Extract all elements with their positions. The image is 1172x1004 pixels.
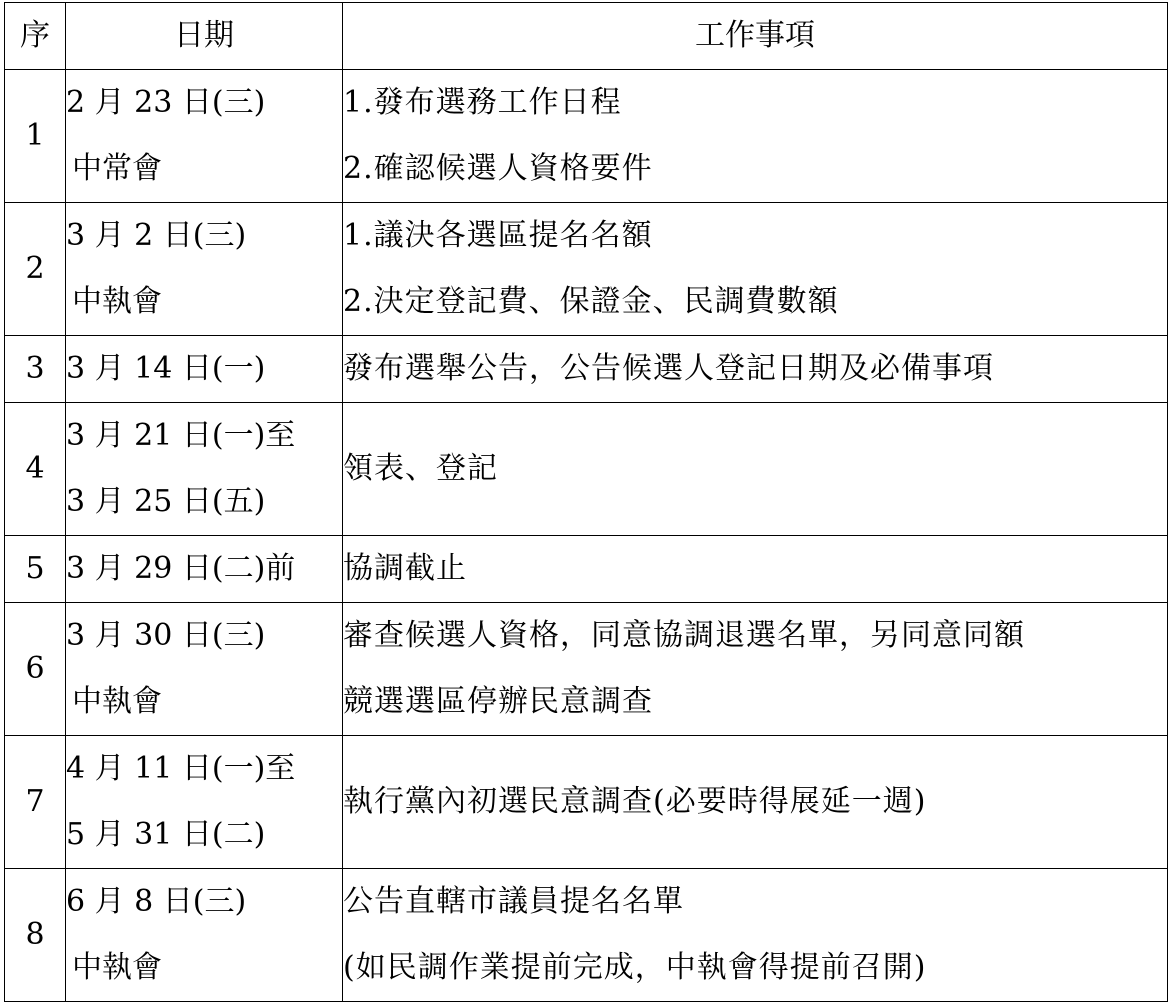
table-row xyxy=(5,603,1168,736)
row-seq: 1 xyxy=(5,70,66,203)
date-line: 中常會 xyxy=(72,151,162,186)
table-row xyxy=(5,536,1168,603)
row-seq: 5 xyxy=(5,536,66,603)
task-line: 領表、登記 xyxy=(343,451,498,486)
task-line: 協調截止 xyxy=(343,551,467,586)
task-line: 公告直轄市議員提名名單 xyxy=(343,884,684,919)
date-line: 中執會 xyxy=(72,684,162,719)
schedule-table xyxy=(4,2,1168,1002)
date-line: 中執會 xyxy=(72,950,162,985)
row-task xyxy=(343,70,1168,203)
date-line: 3 月 29 日(二)前 xyxy=(66,551,296,586)
row-date xyxy=(66,336,343,403)
date-line: 6 月 8 日(三) xyxy=(66,884,247,919)
row-date xyxy=(66,70,343,203)
row-date xyxy=(66,736,343,869)
task-line: 1.發布選務工作日程 xyxy=(343,85,622,120)
header-task: 工作事項 xyxy=(343,3,1168,70)
row-date xyxy=(66,203,343,336)
task-line: 1.議決各選區提名名額 xyxy=(343,218,653,253)
table-row xyxy=(5,403,1168,536)
row-task xyxy=(343,603,1168,736)
header-seq: 序 xyxy=(5,3,66,70)
row-seq: 8 xyxy=(5,869,66,1002)
row-seq: 7 xyxy=(5,736,66,869)
task-line: 2.確認候選人資格要件 xyxy=(343,151,653,186)
date-line: 3 月 30 日(三) xyxy=(66,618,266,653)
date-line: 3 月 14 日(一) xyxy=(66,351,266,386)
table-row xyxy=(5,336,1168,403)
row-seq: 2 xyxy=(5,203,66,336)
row-seq: 6 xyxy=(5,603,66,736)
date-line: 中執會 xyxy=(72,284,162,319)
row-seq: 3 xyxy=(5,336,66,403)
table-row xyxy=(5,869,1168,1002)
row-date xyxy=(66,536,343,603)
header-date: 日期 xyxy=(66,3,343,70)
row-date xyxy=(66,603,343,736)
header-row xyxy=(5,3,1168,70)
task-line: 審查候選人資格，同意協調退選名單，另同意同額 xyxy=(343,618,1025,653)
row-task xyxy=(343,869,1168,1002)
row-task xyxy=(343,536,1168,603)
date-line: 4 月 11 日(一)至 xyxy=(66,751,296,786)
task-line: 2.決定登記費、保證金、民調費數額 xyxy=(343,284,839,319)
date-line: 5 月 31 日(二) xyxy=(66,817,266,852)
row-task xyxy=(343,403,1168,536)
row-seq: 4 xyxy=(5,403,66,536)
task-line: 發布選舉公告，公告候選人登記日期及必備事項 xyxy=(343,351,994,386)
task-line: 執行黨內初選民意調查(必要時得展延一週) xyxy=(343,784,927,819)
table-row xyxy=(5,736,1168,869)
date-line: 3 月 2 日(三) xyxy=(66,218,247,253)
date-line: 3 月 21 日(一)至 xyxy=(66,418,296,453)
table-row xyxy=(5,203,1168,336)
row-task xyxy=(343,203,1168,336)
date-line: 3 月 25 日(五) xyxy=(66,484,266,519)
row-date xyxy=(66,403,343,536)
task-line: 競選選區停辦民意調查 xyxy=(343,684,653,719)
table-row xyxy=(5,70,1168,203)
task-line: (如民調作業提前完成，中執會得提前召開) xyxy=(343,950,927,985)
row-task xyxy=(343,736,1168,869)
row-date xyxy=(66,869,343,1002)
date-line: 2 月 23 日(三) xyxy=(66,85,266,120)
row-task xyxy=(343,336,1168,403)
